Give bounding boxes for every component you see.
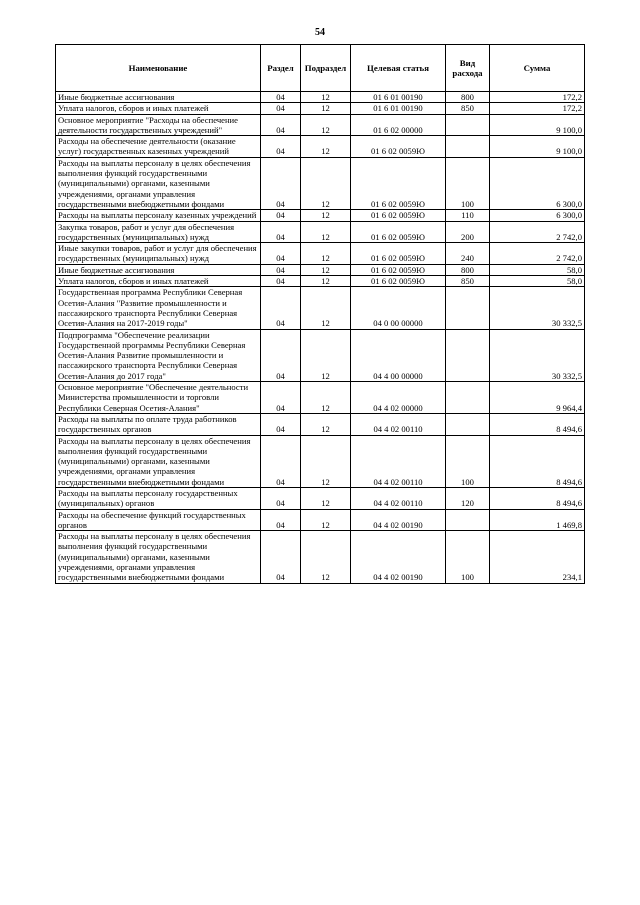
cell-expense-type (446, 382, 490, 414)
cell-subsection: 12 (301, 210, 351, 221)
cell-section: 04 (261, 103, 301, 114)
cell-sum: 2 742,0 (490, 221, 585, 243)
cell-sum: 30 332,5 (490, 287, 585, 329)
cell-subsection: 12 (301, 221, 351, 243)
cell-name: Расходы на выплаты персоналу в целях обеспечения выполнения функций государственными (муниципальными) органами, казенными учреждениями, органами управления государственными внебюджетными фондами (56, 157, 261, 209)
cell-subsection: 12 (301, 264, 351, 275)
table-header-row (56, 45, 585, 92)
cell-target: 04 4 00 00000 (351, 329, 446, 381)
cell-expense-type: 120 (446, 487, 490, 509)
cell-expense-type: 100 (446, 157, 490, 209)
cell-section: 04 (261, 531, 301, 583)
header-section: Раздел (261, 45, 301, 92)
table-row (56, 221, 585, 243)
table-body (56, 92, 585, 584)
cell-section: 04 (261, 243, 301, 265)
cell-subsection: 12 (301, 243, 351, 265)
cell-target: 01 6 02 0059Ю (351, 221, 446, 243)
cell-target: 04 4 02 00190 (351, 531, 446, 583)
cell-name: Уплата налогов, сборов и иных платежей (56, 103, 261, 114)
cell-expense-type (446, 413, 490, 435)
cell-subsection: 12 (301, 157, 351, 209)
cell-section: 04 (261, 382, 301, 414)
cell-name: Государственная программа Республики Северная Осетия-Алания "Развитие промышленности и пассажирского транспорта Республики Северная Осетия-Алания на 2017-2019 годы" (56, 287, 261, 329)
table-row (56, 157, 585, 209)
cell-expense-type: 800 (446, 92, 490, 103)
table-row (56, 435, 585, 487)
cell-sum: 30 332,5 (490, 329, 585, 381)
table-row (56, 264, 585, 275)
cell-section: 04 (261, 509, 301, 531)
cell-target: 01 6 02 0059Ю (351, 210, 446, 221)
cell-sum: 2 742,0 (490, 243, 585, 265)
cell-sum: 9 964,4 (490, 382, 585, 414)
cell-expense-type (446, 329, 490, 381)
cell-subsection: 12 (301, 287, 351, 329)
cell-target: 04 4 02 00110 (351, 435, 446, 487)
cell-section: 04 (261, 435, 301, 487)
table-row (56, 287, 585, 329)
cell-section: 04 (261, 487, 301, 509)
cell-name: Иные закупки товаров, работ и услуг для обеспечения государственных (муниципальных) нужд (56, 243, 261, 265)
cell-name: Расходы на обеспечение функций государственных органов (56, 509, 261, 531)
table-row (56, 329, 585, 381)
header-sum: Сумма (490, 45, 585, 92)
table-row (56, 509, 585, 531)
cell-subsection: 12 (301, 92, 351, 103)
cell-name: Закупка товаров, работ и услуг для обеспечения государственных (муниципальных) нужд (56, 221, 261, 243)
header-target: Целевая статья (351, 45, 446, 92)
cell-expense-type: 800 (446, 264, 490, 275)
cell-sum: 9 100,0 (490, 114, 585, 136)
cell-expense-type: 110 (446, 210, 490, 221)
table-row (56, 382, 585, 414)
cell-sum: 58,0 (490, 276, 585, 287)
cell-section: 04 (261, 157, 301, 209)
cell-target: 01 6 01 00190 (351, 103, 446, 114)
cell-subsection: 12 (301, 435, 351, 487)
cell-section: 04 (261, 413, 301, 435)
cell-target: 04 0 00 00000 (351, 287, 446, 329)
cell-expense-type: 100 (446, 531, 490, 583)
table-row (56, 487, 585, 509)
header-expense-type: Вид расхода (446, 45, 490, 92)
cell-section: 04 (261, 276, 301, 287)
cell-name: Расходы на выплаты персоналу государственных (муниципальных) органов (56, 487, 261, 509)
cell-subsection: 12 (301, 487, 351, 509)
cell-subsection: 12 (301, 382, 351, 414)
cell-target: 04 4 02 00110 (351, 413, 446, 435)
budget-table (55, 44, 585, 584)
cell-section: 04 (261, 287, 301, 329)
cell-target: 04 4 02 00000 (351, 382, 446, 414)
table-row (56, 531, 585, 583)
cell-name: Иные бюджетные ассигнования (56, 92, 261, 103)
cell-target: 04 4 02 00110 (351, 487, 446, 509)
cell-expense-type (446, 114, 490, 136)
cell-target: 01 6 02 0059Ю (351, 264, 446, 275)
cell-expense-type: 850 (446, 276, 490, 287)
cell-name: Подпрограмма "Обеспечение реализации Государственной программы Республики Северная Осетия-Алания Развитие промышленности и пассажирского транспорта Республики Северная Осетия-Алания до 2017 года" (56, 329, 261, 381)
cell-target: 01 6 02 0059Ю (351, 157, 446, 209)
table-row (56, 114, 585, 136)
cell-sum: 8 494,6 (490, 413, 585, 435)
cell-sum: 9 100,0 (490, 136, 585, 158)
cell-section: 04 (261, 329, 301, 381)
cell-subsection: 12 (301, 276, 351, 287)
cell-target: 01 6 02 0059Ю (351, 136, 446, 158)
cell-subsection: 12 (301, 329, 351, 381)
cell-subsection: 12 (301, 136, 351, 158)
cell-sum: 8 494,6 (490, 487, 585, 509)
cell-subsection: 12 (301, 114, 351, 136)
cell-expense-type: 200 (446, 221, 490, 243)
cell-name: Расходы на выплаты по оплате труда работников государственных органов (56, 413, 261, 435)
cell-section: 04 (261, 221, 301, 243)
cell-name: Расходы на обеспечение деятельности (оказание услуг) государственных казенных учреждений (56, 136, 261, 158)
cell-target: 01 6 02 0059Ю (351, 243, 446, 265)
cell-section: 04 (261, 210, 301, 221)
cell-sum: 58,0 (490, 264, 585, 275)
cell-name: Расходы на выплаты персоналу в целях обеспечения выполнения функций государственными (муниципальными) органами, казенными учреждениями, органами управления государственными внебюджетными фондами (56, 531, 261, 583)
cell-name: Основное мероприятие "Обеспечение деятельности Министерства промышленности и торговли Республики Северная Осетия-Алания" (56, 382, 261, 414)
cell-sum: 6 300,0 (490, 210, 585, 221)
cell-sum: 8 494,6 (490, 435, 585, 487)
table-row (56, 276, 585, 287)
cell-expense-type: 100 (446, 435, 490, 487)
cell-name: Расходы на выплаты персоналу казенных учреждений (56, 210, 261, 221)
table-row (56, 413, 585, 435)
cell-sum: 234,1 (490, 531, 585, 583)
cell-target: 01 6 02 00000 (351, 114, 446, 136)
cell-target: 01 6 02 0059Ю (351, 276, 446, 287)
cell-sum: 6 300,0 (490, 157, 585, 209)
cell-name: Расходы на выплаты персоналу в целях обеспечения выполнения функций государственными (муниципальными) органами, казенными учреждениями, органами управления государственными внебюджетными фондами (56, 435, 261, 487)
header-name: Наименование (56, 45, 261, 92)
cell-sum: 172,2 (490, 103, 585, 114)
cell-section: 04 (261, 264, 301, 275)
cell-expense-type (446, 287, 490, 329)
cell-sum: 172,2 (490, 92, 585, 103)
cell-name: Иные бюджетные ассигнования (56, 264, 261, 275)
cell-expense-type (446, 136, 490, 158)
cell-expense-type: 240 (446, 243, 490, 265)
cell-target: 01 6 01 00190 (351, 92, 446, 103)
page-number: 54 (315, 27, 325, 38)
cell-subsection: 12 (301, 103, 351, 114)
cell-section: 04 (261, 136, 301, 158)
cell-expense-type: 850 (446, 103, 490, 114)
table-row (56, 92, 585, 103)
cell-sum: 1 469,8 (490, 509, 585, 531)
table-row (56, 210, 585, 221)
cell-subsection: 12 (301, 413, 351, 435)
table-row (56, 243, 585, 265)
cell-name: Основное мероприятие "Расходы на обеспечение деятельности государственных учреждений" (56, 114, 261, 136)
header-subsection: Подраздел (301, 45, 351, 92)
cell-section: 04 (261, 114, 301, 136)
cell-expense-type (446, 509, 490, 531)
cell-subsection: 12 (301, 531, 351, 583)
table-row (56, 136, 585, 158)
cell-section: 04 (261, 92, 301, 103)
cell-name: Уплата налогов, сборов и иных платежей (56, 276, 261, 287)
cell-target: 04 4 02 00190 (351, 509, 446, 531)
cell-subsection: 12 (301, 509, 351, 531)
table-row (56, 103, 585, 114)
